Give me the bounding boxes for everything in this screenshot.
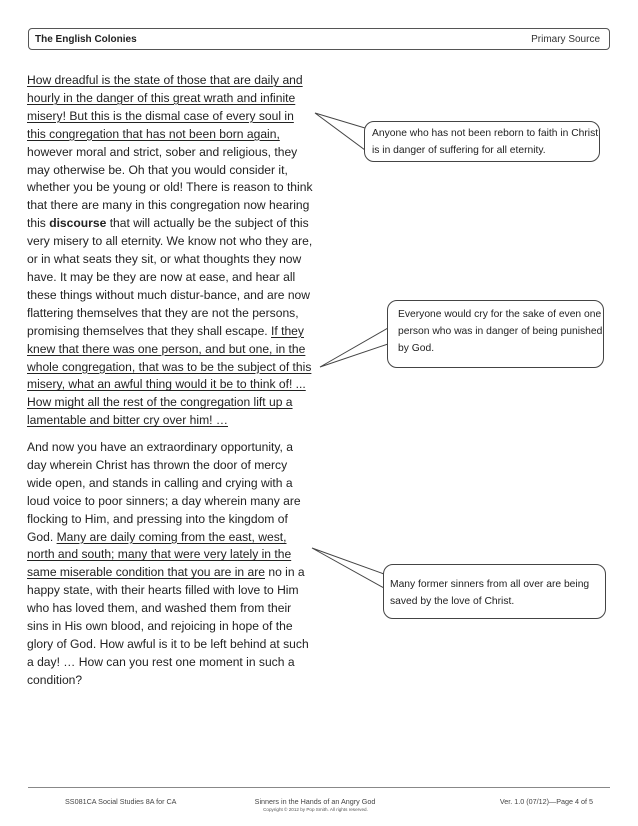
annotation-callout-2: Everyone would cry for the sake of even one person who was in danger of being punished by God. [387,300,604,368]
underlined-passage-2: If they knew that there was one person, and but one, in the whole congregation, that was to be the subject of this misery, what an awful thing would it be to think of! ... How might all the rest of the congregation lift up a lamentable and bitter cry over him! … [27,323,312,428]
passage-text: however moral and strict, sober and religious, they may otherwise be. Oh that you would consider it, whether you be young or old! There is reason to think that there are many in this congregation now hearing this [27,144,313,231]
underlined-passage-1: How dreadful is the state of those that are daily and hourly in the danger of this great wrath and infinite misery! But this is the dismal case of every soul in this congregation that has not been born again, [27,73,303,141]
copyright-notice: Copyright © 2012 by Pop Smith. All rights reserved. [263,807,368,812]
annotation-callout-1: Anyone who has not been reborn to faith in Christ is in danger of suffering for all eternity. [364,121,600,162]
passage-text: that will actually be the subject of this very misery to all eternity. We know not who they are, or in what seats they sit, or what thoughts they now have. It may be they are now at ease, and hear all these things without much distur-bance, and are now flattering themselves that they are not the persons, promising themselves that they shall escape. [27,216,313,338]
document-title: Sinners in the Hands of an Angry God [254,797,376,806]
version-page: Ver. 1.0 (07/12)—Page 4 of 5 [499,797,593,806]
callout-pointer-3 [312,548,384,588]
underlined-passage-3: Many are daily coming from the east, west, north and south; many that were very lately in the same miserable condition that you are in are [27,529,292,580]
vocab-term-discourse: discourse [49,216,107,231]
passage-text: And now you have an extraordinary opportunity, a day wherein Christ has thrown the door of mercy wide open, and stands in calling and crying with a loud voice to poor sinners; a day wherein many are flocking to Him, and pressing into the kingdom of God. [27,440,301,544]
annotation-callout-3: Many former sinners from all over are being saved by the love of Christ. [383,564,606,619]
course-code: SS081CA Social Studies 8A for CA [65,797,177,806]
source-type: Primary Source [531,34,600,45]
callout-pointer-2 [320,328,388,367]
unit-title: The English Colonies [35,34,137,45]
page-footer [28,787,610,812]
callout-pointer-1 [315,113,365,150]
passage-text: no in a happy state, with their hearts filled with love to Him who has loved them, and washed them from their sins in His own blood, and rejoicing in hope of the glory of God. How awful is it to be left behind at such a day! … How can you rest one moment in such a condition? [27,565,309,687]
